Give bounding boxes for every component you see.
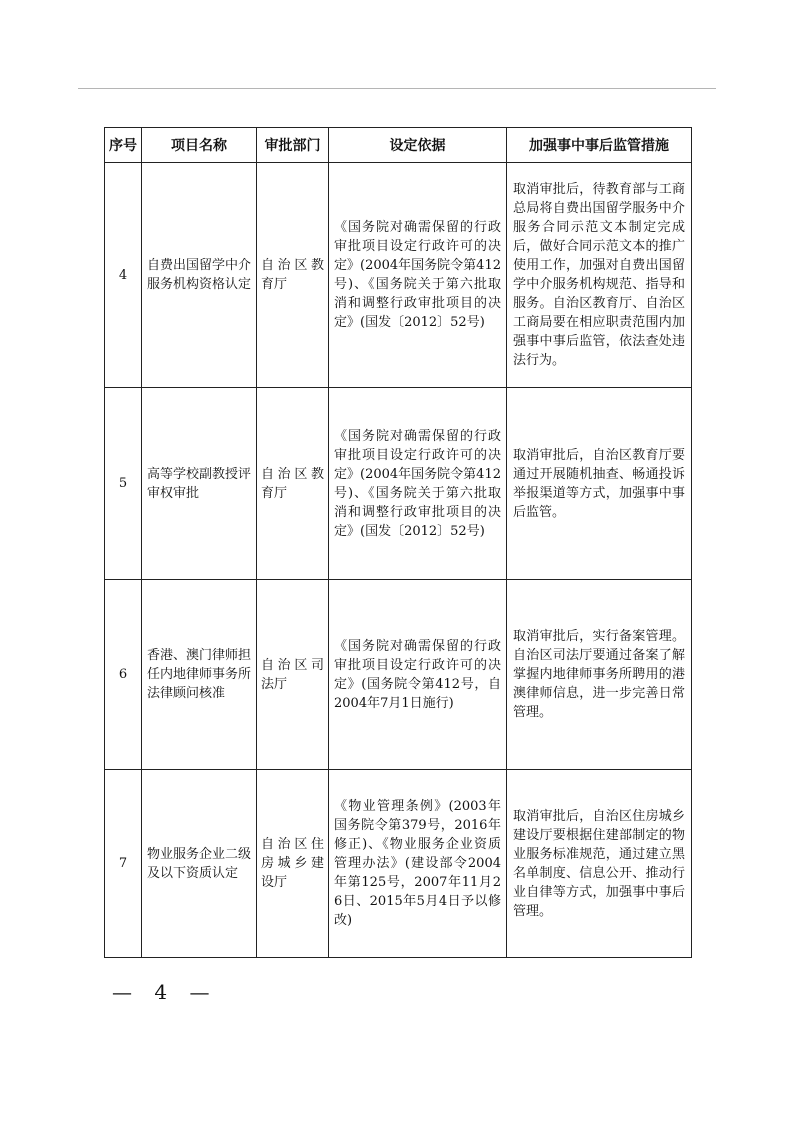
row-approval-dept: 自治区教育厅: [257, 388, 329, 580]
row-seq: 6: [105, 580, 142, 770]
row-seq: 7: [105, 770, 142, 958]
approval-items-table: [104, 127, 692, 958]
header-measures: 加强事中事后监管措施: [507, 128, 692, 163]
row-seq: 5: [105, 388, 142, 580]
header-item-name: 项目名称: [142, 128, 257, 163]
table-row: [105, 770, 692, 958]
header-rule: [78, 88, 716, 89]
row-seq: 4: [105, 163, 142, 388]
row-measures: 取消审批后，自治区教育厅要通过开展随机抽查、畅通投诉举报渠道等方式，加强事中事后监管。: [507, 388, 692, 580]
page-number: — 4 —: [112, 980, 218, 1004]
row-measures: 取消审批后，实行备案管理。自治区司法厅要通过备案了解掌握内地律师事务所聘用的港澳律师信息，进一步完善日常管理。: [507, 580, 692, 770]
table-header-row: [105, 128, 692, 163]
row-approval-dept: 自治区教育厅: [257, 163, 329, 388]
row-item-name: 自费出国留学中介服务机构资格认定: [142, 163, 257, 388]
row-basis: 《国务院对确需保留的行政审批项目设定行政许可的决定》(2004年国务院令第412号)、《国务院关于第六批取消和调整行政审批项目的决定》(国发〔2012〕52号): [329, 163, 507, 388]
row-item-name: 香港、澳门律师担任内地律师事务所法律顾问核准: [142, 580, 257, 770]
table-row: [105, 388, 692, 580]
row-approval-dept: 自治区司法厅: [257, 580, 329, 770]
table-row: [105, 580, 692, 770]
row-item-name: 高等学校副教授评审权审批: [142, 388, 257, 580]
row-basis: 《物业管理条例》(2003年国务院令第379号，2016年修正)、《物业服务企业资质管理办法》(建设部令2004年第125号，2007年11月26日、2015年5月4日予以修改): [329, 770, 507, 958]
table-row: [105, 163, 692, 388]
row-measures: 取消审批后，待教育部与工商总局将自费出国留学服务中介服务合同示范文本制定完成后，做好合同示范文本的推广使用工作，加强对自费出国留学中介服务机构规范、指导和服务。自治区教育厅、自治区工商局要在相应职责范围内加强事中事后监管，依法查处违法行为。: [507, 163, 692, 388]
row-approval-dept: 自治区住房城乡建设厅: [257, 770, 329, 958]
header-approval-dept: 审批部门: [257, 128, 329, 163]
header-basis: 设定依据: [329, 128, 507, 163]
row-basis: 《国务院对确需保留的行政审批项目设定行政许可的决定》(2004年国务院令第412号)、《国务院关于第六批取消和调整行政审批项目的决定》(国发〔2012〕52号): [329, 388, 507, 580]
row-basis: 《国务院对确需保留的行政审批项目设定行政许可的决定》(国务院令第412号，自2004年7月1日施行): [329, 580, 507, 770]
row-measures: 取消审批后，自治区住房城乡建设厅要根据住建部制定的物业服务标准规范，通过建立黑名单制度、信息公开、推动行业自律等方式，加强事中事后管理。: [507, 770, 692, 958]
header-seq: 序号: [105, 128, 142, 163]
row-item-name: 物业服务企业二级及以下资质认定: [142, 770, 257, 958]
